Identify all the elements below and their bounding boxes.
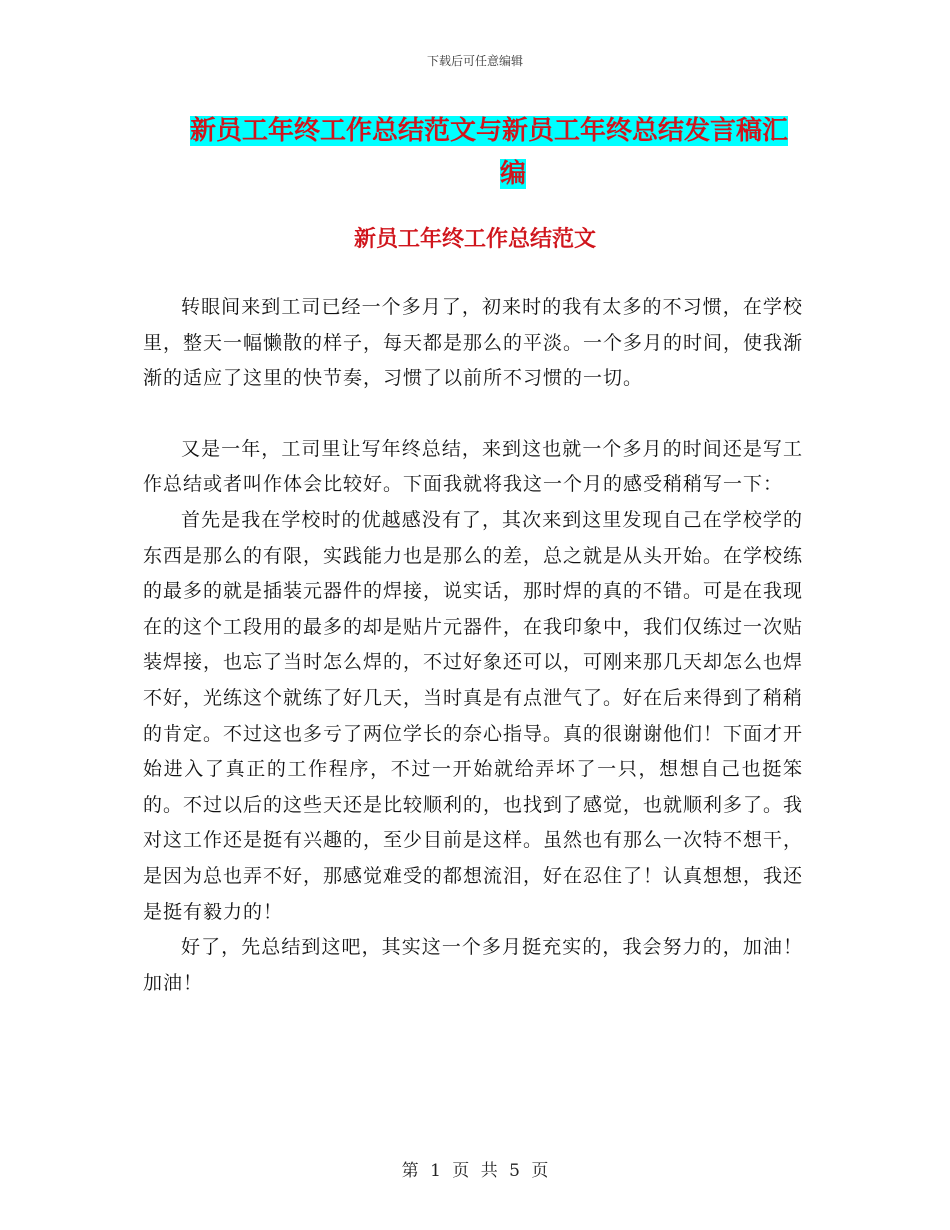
header-note: 下载后可任意编辑 bbox=[426, 54, 523, 68]
document-title-line-1 bbox=[190, 110, 810, 153]
title-highlight: 编 bbox=[499, 159, 526, 189]
document-body bbox=[143, 290, 803, 1001]
paragraph-3: 首先是我在学校时的优越感没有了，其次来到这里发现自己在学校学的东西是那么的有限，实践能力也是那么的差，总之就是从头开始。在学校练的最多的就是插装元器件的焊接，说实话，那时焊的真的不错。可是在我现在的这个工段用的最多的却是贴片元器件，在我印象中，我们仅练过一次贴装焊接，也忘了当时怎么焊的，不过好象还可以，可刚来那几天却怎么也焊不好，光练这个就练了好几天，当时真是有点泄气了。好在后来得到了稍稍的肯定。不过这也多亏了两位学长的奈心指导。真的很谢谢他们！下面才开始进入了真正的工作程序，不过一开始就给弄坏了一只，想想自己也挺笨的。不过以后的这些天还是比较顺利的，也找到了感觉，也就顺利多了。我对这工作还是挺有兴趣的，至少目前是这样。虽然也有那么一次特不想干，是因为总也弄不好，那感觉难受的都想流泪，好在忍住了！认真想想，我还是挺有毅力的！ bbox=[143, 508, 804, 923]
section-heading: 新员工年终工作总结范文 bbox=[353, 227, 596, 252]
document-title bbox=[190, 110, 810, 196]
paragraph-1: 转眼间来到工司已经一个多月了，初来时的我有太多的不习惯，在学校里，整天一幅懒散的样子，每天都是那么的平淡。一个多月的时间，使我渐渐的适应了这里的快节奏，习惯了以前所不习惯的一切。 bbox=[143, 296, 804, 390]
title-highlight: 新员工年终工作总结范文与新员工年终总结发言稿汇 bbox=[190, 116, 789, 146]
paragraph-4: 好了，先总结到这吧，其实这一个多月挺充实的，我会努力的，加油！加油！ bbox=[143, 936, 803, 994]
page-number-footer: 第 1 页 共 5 页 bbox=[401, 1161, 549, 1181]
paragraph-2: 又是一年，工司里让写年终总结，来到这也就一个多月的时间还是写工作总结或者叫作体会比较好。下面我就将我这一个月的感受稍稍写一下： bbox=[143, 437, 803, 496]
document-title-line-2 bbox=[190, 153, 810, 196]
